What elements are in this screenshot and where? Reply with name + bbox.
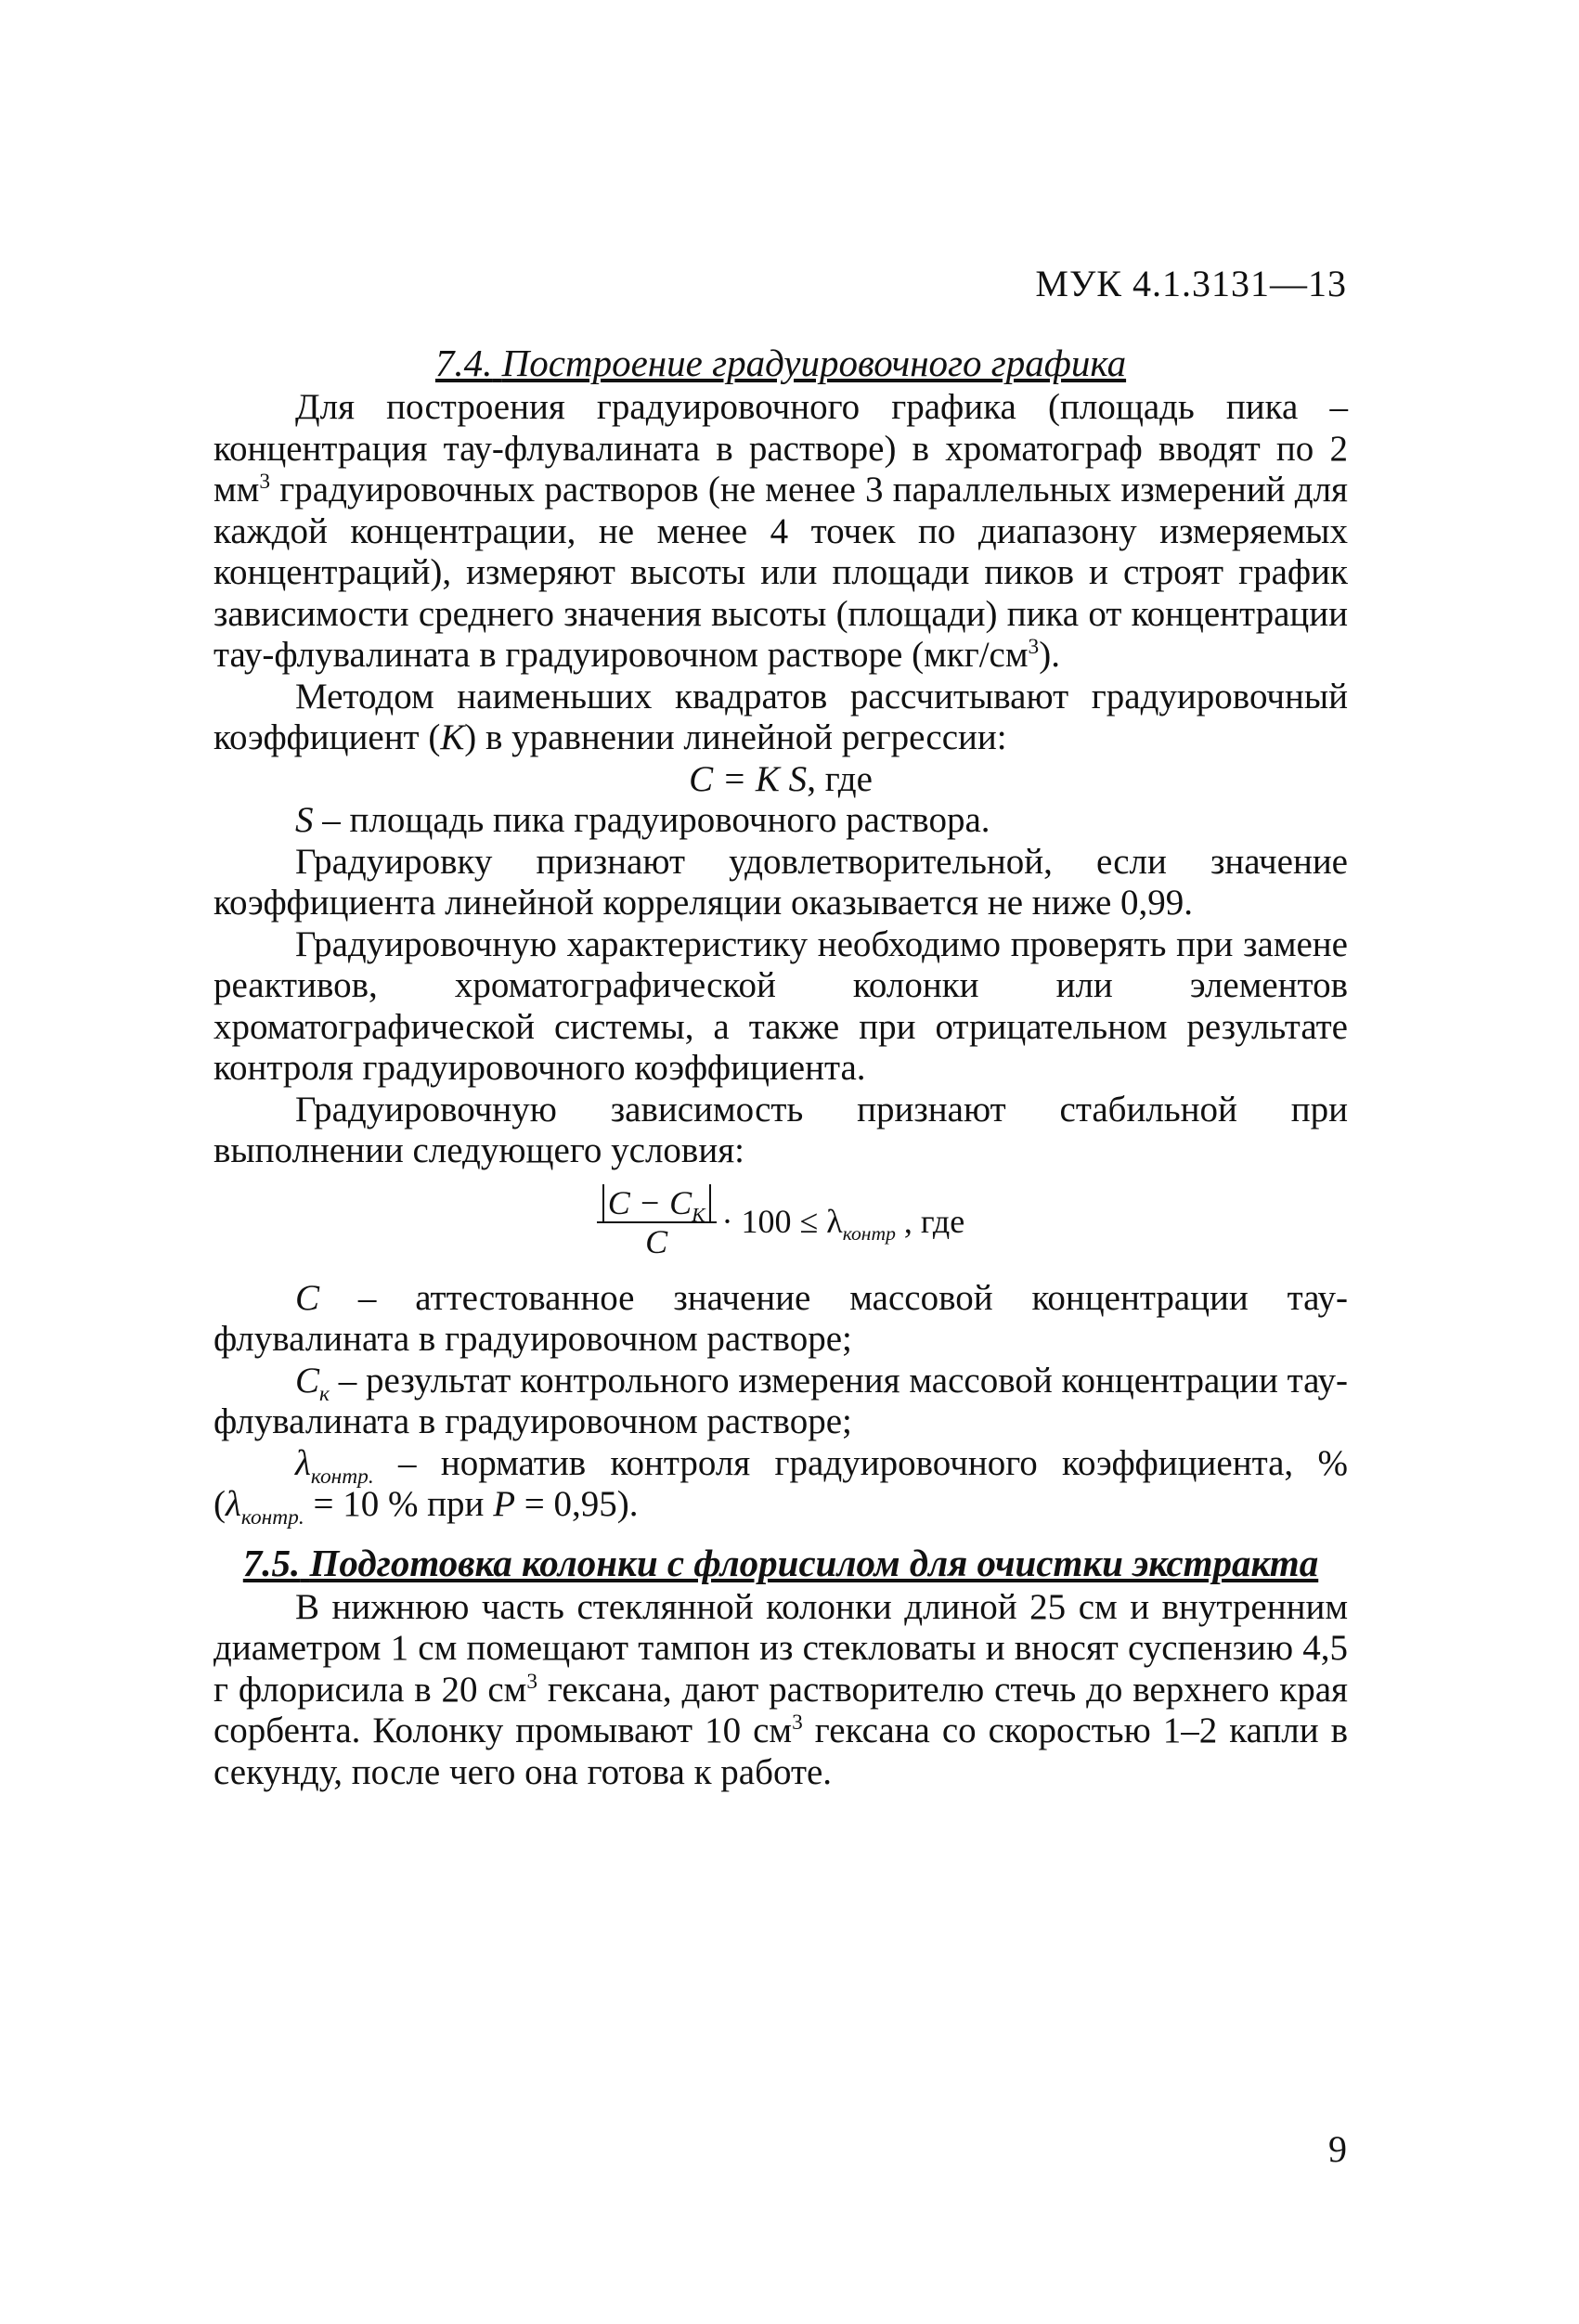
text: гексана со скоростью 1–2 капли в секунду, после чего она готова к работе. [214, 1711, 1348, 1792]
fraction-numerator [597, 1183, 717, 1226]
absolute-value [602, 1183, 711, 1226]
text: C − C [607, 1183, 692, 1221]
text: – норматив контроля градуировочного коэффициента, % ( [214, 1442, 1348, 1524]
text: В нижнюю часть стеклянной колонки длиной 25 см и внутренним диаметром 1 см помещают тампон из стекловаты и вносят суспензию 4,5 г флорисила в 20 см [214, 1586, 1348, 1710]
text: , где [807, 758, 873, 799]
formula-text: C = K S [689, 758, 808, 799]
symbol: P [493, 1484, 516, 1524]
symbol: К [440, 717, 465, 757]
section-7-4-title [214, 339, 1348, 387]
superscript: 3 [792, 1711, 803, 1735]
symbol: C [295, 1360, 320, 1401]
text: гексана, дают растворителю стечь до верхнего края сорбента. Колонку промывают 10 см [214, 1669, 1348, 1750]
text: = 0,95). [515, 1484, 639, 1524]
text: Методом наименьших квадратов рассчитывают градуировочный коэффициент ( [214, 676, 1348, 757]
symbol: λ [226, 1484, 241, 1524]
text: ). [1039, 635, 1060, 675]
text: градуировочных растворов (не менее 3 параллельных измерений для каждой концентрации, не менее 4 точек по диапазону измеряемых концентраций), измеряют высоты или площади пиков и строят график зависимости среднего значения высоты (площади) пика от концентрации тау-флувалината в градуировочном растворе (мкг/см [214, 470, 1348, 675]
text: – аттестованное значение массовой концентрации тау-флувалината в градуировочном растворе; [214, 1277, 1348, 1359]
fraction-denominator: C [645, 1222, 668, 1260]
text: ) в уравнении линейной регрессии: [464, 717, 1007, 757]
section-number: 7.4. [434, 342, 493, 384]
symbol: S [295, 800, 314, 840]
definition [214, 800, 1348, 842]
subscript: контр [842, 1222, 896, 1246]
text: = 10 % при [304, 1484, 494, 1524]
text: – результат контрольного измерения массовой концентрации тау-флувалината в градуировочном растворе; [214, 1360, 1348, 1441]
text: Для построения градуировочного графика (площадь пика – концентрация тау-флувалината в растворе) в хроматограф вводят по 2 мм [214, 387, 1348, 510]
paragraph [214, 677, 1348, 759]
symbol: C [295, 1277, 320, 1318]
superscript: 3 [259, 470, 271, 494]
section-title-text: Построение градуировочного графика [501, 342, 1127, 384]
superscript: 3 [526, 1669, 538, 1694]
regression-formula [214, 759, 1348, 801]
fraction [597, 1184, 717, 1260]
definition [214, 1442, 1348, 1530]
text: · 100 ≤ λ [721, 1203, 843, 1241]
paragraph [214, 1587, 1348, 1794]
section-7-5-title [214, 1539, 1348, 1587]
definition [214, 1278, 1348, 1361]
formula-tail [721, 1201, 965, 1246]
superscript: 3 [1028, 635, 1040, 659]
stability-formula [214, 1176, 1348, 1269]
paragraph: Градуировочную зависимость признают стабильной при выполнении следующего условия: [214, 1089, 1348, 1170]
subscript: контр. [310, 1464, 374, 1489]
text: , где [895, 1203, 965, 1241]
subscript: контр. [240, 1504, 304, 1530]
paragraph: Градуировку признают удовлетворительной, если значение коэффициента линейной корреляции оказывается не ниже 0,99. [214, 841, 1348, 923]
page-content [214, 339, 1348, 1793]
section-title-text: Подготовка колонки с флорисилом для очистки экстракта [309, 1541, 1319, 1584]
subscript: K [692, 1203, 705, 1226]
section-number: 7.5. [242, 1541, 301, 1584]
page-number: 9 [1328, 2128, 1347, 2170]
text: – площадь пика градуировочного раствора. [313, 800, 990, 840]
subscript: к [319, 1381, 330, 1406]
document-code: МУК 4.1.3131—13 [1035, 263, 1347, 304]
definition [214, 1361, 1348, 1443]
paragraph [214, 387, 1348, 677]
paragraph: Градуировочную характеристику необходимо проверять при замене реактивов, хроматографической колонки или элементов хроматографической системы, а также при отрицательном результате контроля градуировочного коэффициента. [214, 923, 1348, 1088]
symbol: λ [295, 1442, 311, 1483]
